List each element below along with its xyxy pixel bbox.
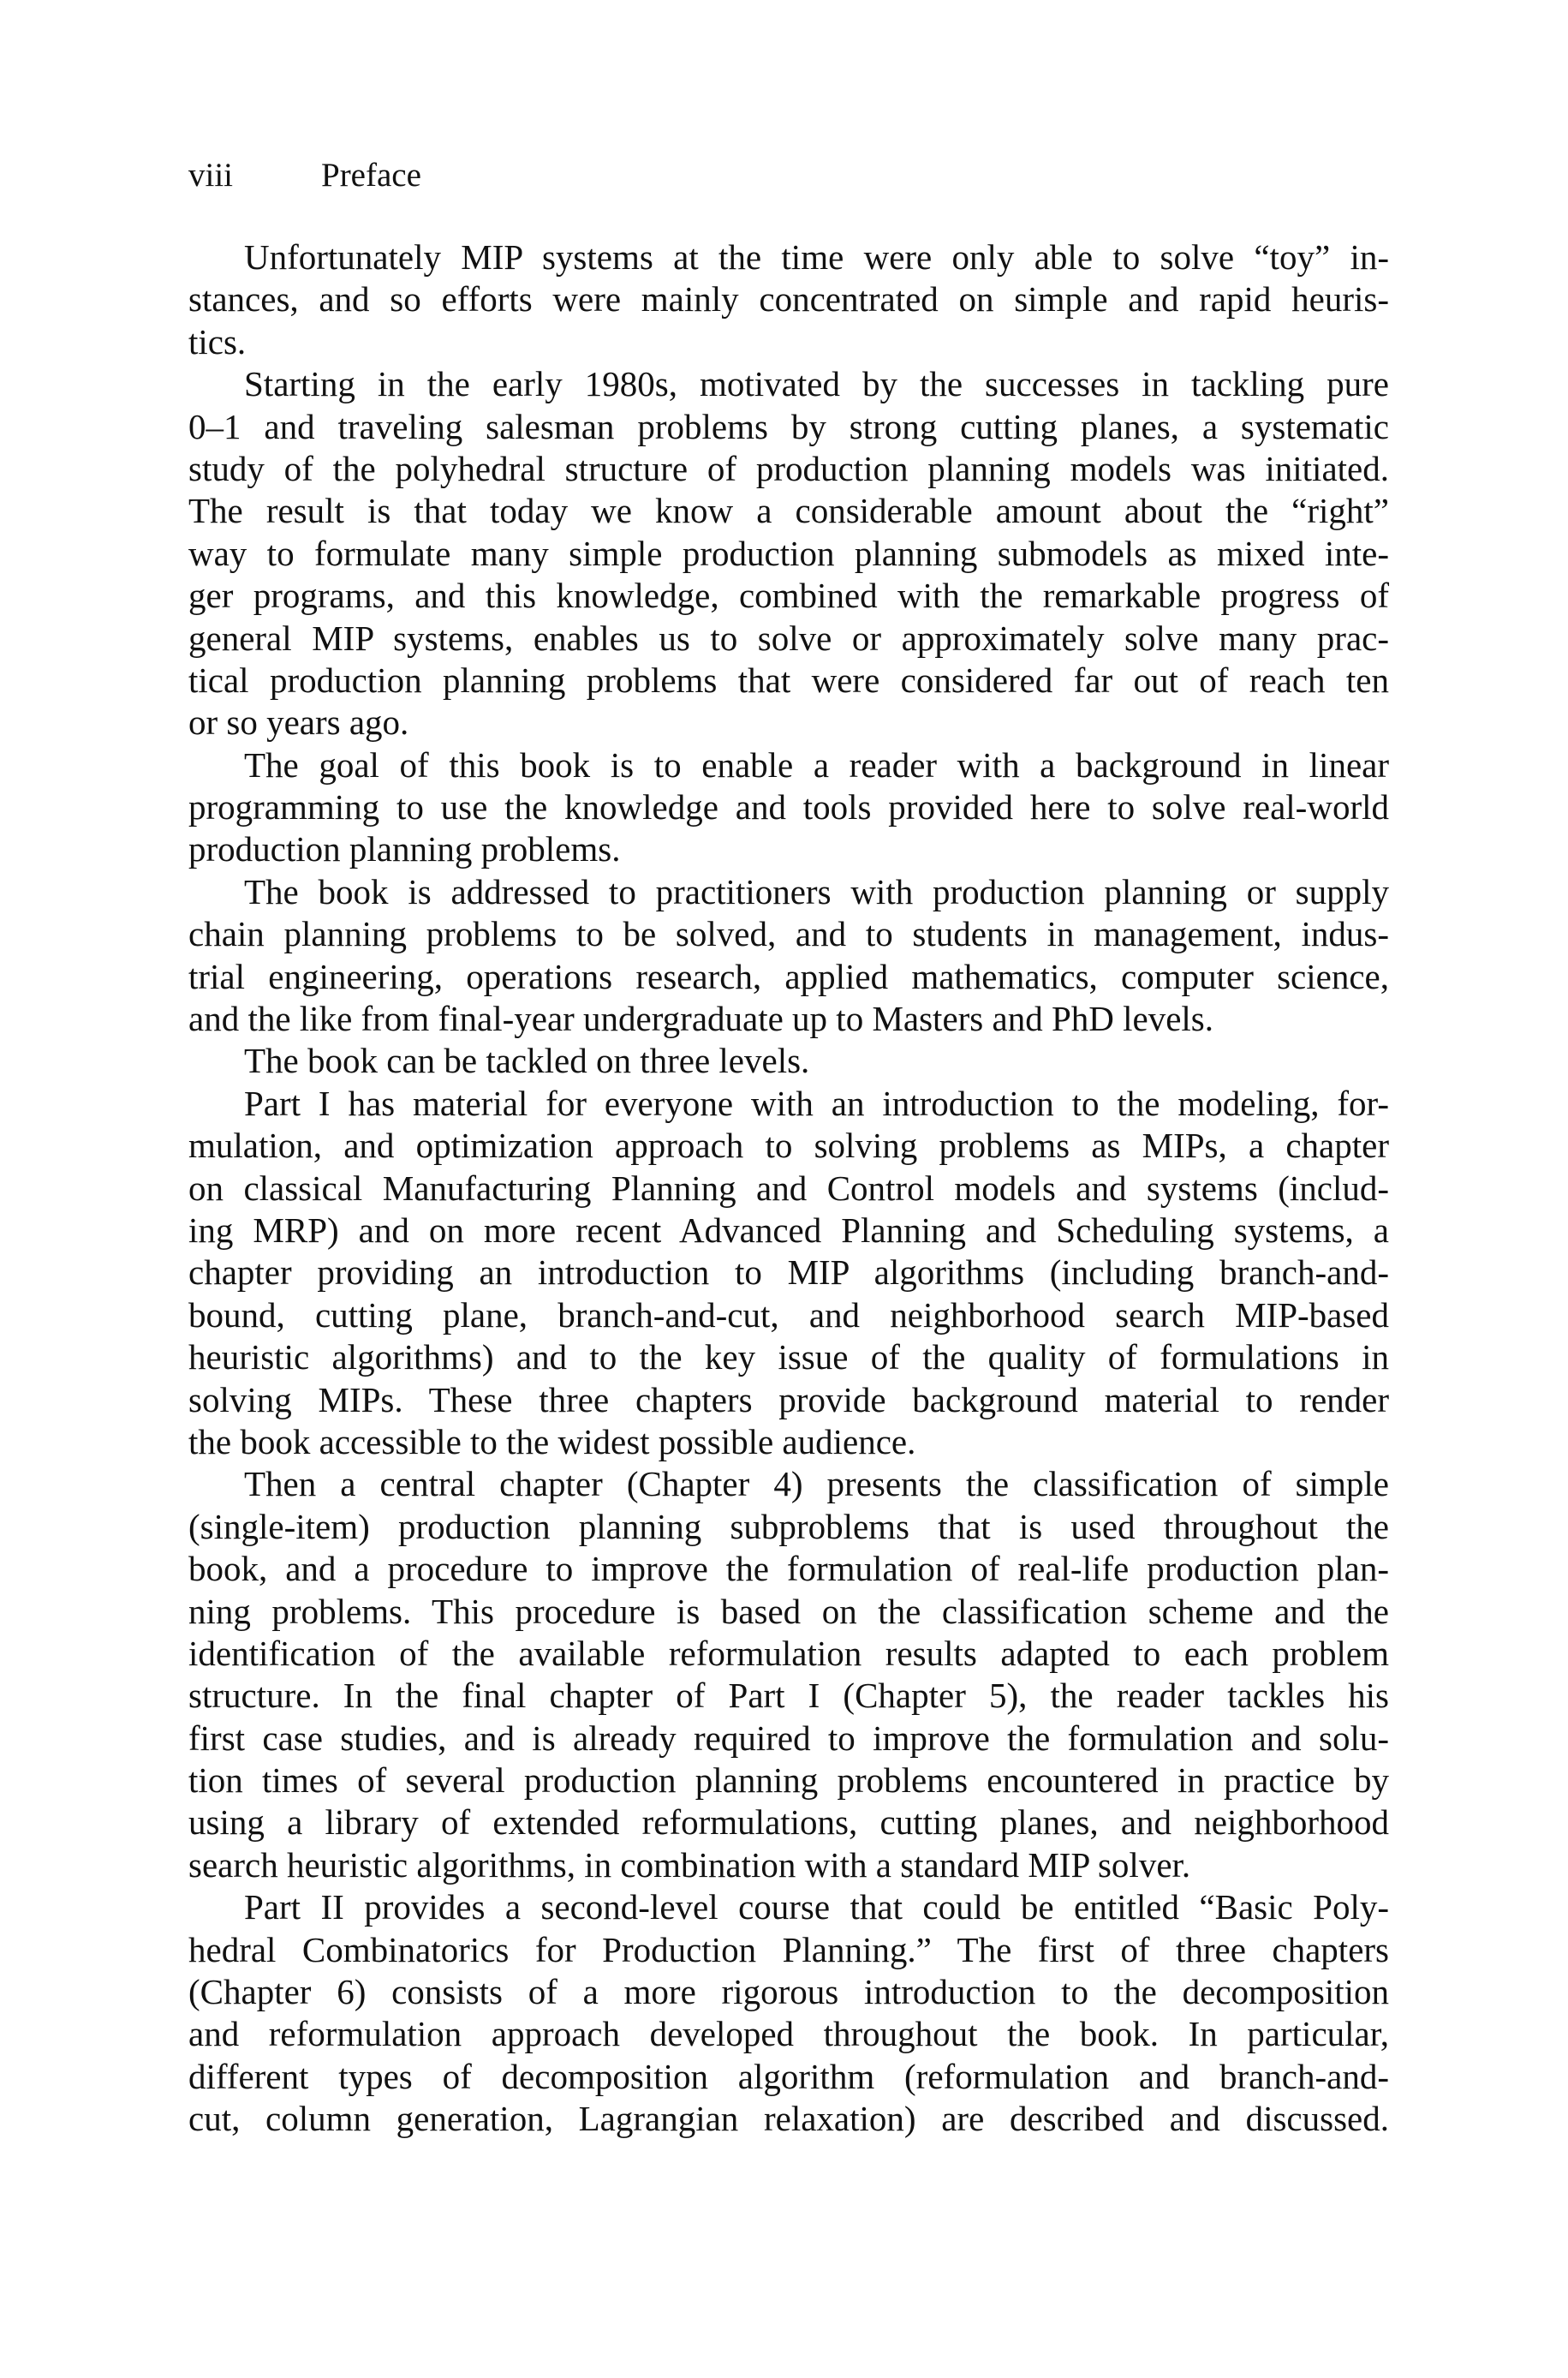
text-line: Unfortunately MIP systems at the time were only able to solve “toy” in- — [244, 237, 1389, 277]
text-line: heuristic algorithms) and to the key issue of the quality of formulations in — [188, 1337, 1389, 1377]
paragraph — [188, 363, 1389, 744]
paragraph — [188, 1040, 1389, 1082]
text-line: different types of decomposition algorithm (reformulation and branch-and- — [188, 2056, 1389, 2096]
paragraph — [188, 1083, 1389, 1464]
text-line: 0–1 and traveling salesman problems by strong cutting planes, a systematic — [188, 406, 1389, 446]
running-header — [188, 154, 421, 196]
text-line: Part I has material for everyone with an introduction to the modeling, for- — [244, 1083, 1389, 1123]
text-line: The result is that today we know a considerable amount about the “right” — [188, 491, 1389, 531]
running-title: Preface — [321, 157, 421, 194]
text-line: (Chapter 6) consists of a more rigorous introduction to the decomposition — [188, 1972, 1389, 2012]
paragraph — [188, 744, 1389, 871]
text-line: tics. — [188, 321, 247, 361]
text-line: structure. In the final chapter of Part I (Chapter 5), the reader tackles his — [188, 1676, 1389, 1716]
text-line: general MIP systems, enables us to solve or approximately solve many prac- — [188, 618, 1389, 658]
text-line: ing MRP) and on more recent Advanced Planning and Scheduling systems, a — [188, 1210, 1389, 1250]
text-line: The book is addressed to practitioners with production planning or supply — [244, 871, 1389, 911]
text-line: solving MIPs. These three chapters provide background material to render — [188, 1379, 1389, 1419]
text-line: mulation, and optimization approach to solving problems as MIPs, a chapter — [188, 1126, 1389, 1166]
text-line: search heuristic algorithms, in combination with a standard MIP solver. — [188, 1844, 1191, 1885]
text-line: or so years ago. — [188, 702, 409, 743]
text-line: The book can be tackled on three levels. — [244, 1041, 810, 1081]
paragraph — [188, 236, 1389, 363]
text-line: chain planning problems to be solved, and to students in management, indus- — [188, 914, 1389, 954]
text-line: stances, and so efforts were mainly concentrated on simple and rapid heuris- — [188, 279, 1389, 320]
text-line: ger programs, and this knowledge, combined with the remarkable progress of — [188, 576, 1389, 616]
text-line: The goal of this book is to enable a reader with a background in linear — [244, 744, 1389, 785]
text-line: programming to use the knowledge and tools provided here to solve real-world — [188, 787, 1389, 828]
text-line: and reformulation approach developed throughout the book. In particular, — [188, 2014, 1389, 2054]
text-line: cut, column generation, Lagrangian relaxation) are described and discussed. — [188, 2099, 1389, 2139]
text-line: hedral Combinatorics for Production Planning.” The first of three chapters — [188, 1929, 1389, 1969]
text-line: way to formulate many simple production planning submodels as mixed inte- — [188, 533, 1389, 573]
text-line: book, and a procedure to improve the formulation of real-life production plan- — [188, 1549, 1389, 1589]
text-line: trial engineering, operations research, applied mathematics, computer science, — [188, 956, 1389, 996]
page-number: viii — [188, 157, 234, 194]
text-line: tion times of several production planning problems encountered in practice by — [188, 1760, 1389, 1801]
body-text — [188, 236, 1389, 2141]
paragraph — [188, 1463, 1389, 1886]
text-line: tical production planning problems that were considered far out of reach ten — [188, 660, 1389, 700]
text-line: (single-item) production planning subproblems that is used throughout the — [188, 1506, 1389, 1546]
paragraph — [188, 871, 1389, 1041]
text-line: first case studies, and is already required to improve the formulation and solu- — [188, 1718, 1389, 1758]
text-line: production planning problems. — [188, 829, 621, 869]
text-line: ning problems. This procedure is based on the classification scheme and the — [188, 1591, 1389, 1631]
text-line: on classical Manufacturing Planning and Control models and systems (includ- — [188, 1168, 1389, 1208]
text-line: chapter providing an introduction to MIP algorithms (including branch-and- — [188, 1252, 1389, 1293]
text-line: and the like from final-year undergraduate up to Masters and PhD levels. — [188, 999, 1213, 1039]
text-line: Starting in the early 1980s, motivated by the successes in tackling pure — [244, 364, 1389, 404]
paragraph — [188, 1886, 1389, 2140]
text-line: Then a central chapter (Chapter 4) presents the classification of simple — [244, 1464, 1389, 1504]
text-line: the book accessible to the widest possible audience. — [188, 1421, 916, 1461]
text-line: identification of the available reformulation results adapted to each problem — [188, 1633, 1389, 1673]
text-line: Part II provides a second-level course that could be entitled “Basic Poly- — [244, 1887, 1389, 1927]
text-line: study of the polyhedral structure of production planning models was initiated. — [188, 448, 1389, 488]
text-line: using a library of extended reformulations, cutting planes, and neighborhood — [188, 1802, 1389, 1843]
text-line: bound, cutting plane, branch-and-cut, and neighborhood search MIP-based — [188, 1294, 1389, 1335]
